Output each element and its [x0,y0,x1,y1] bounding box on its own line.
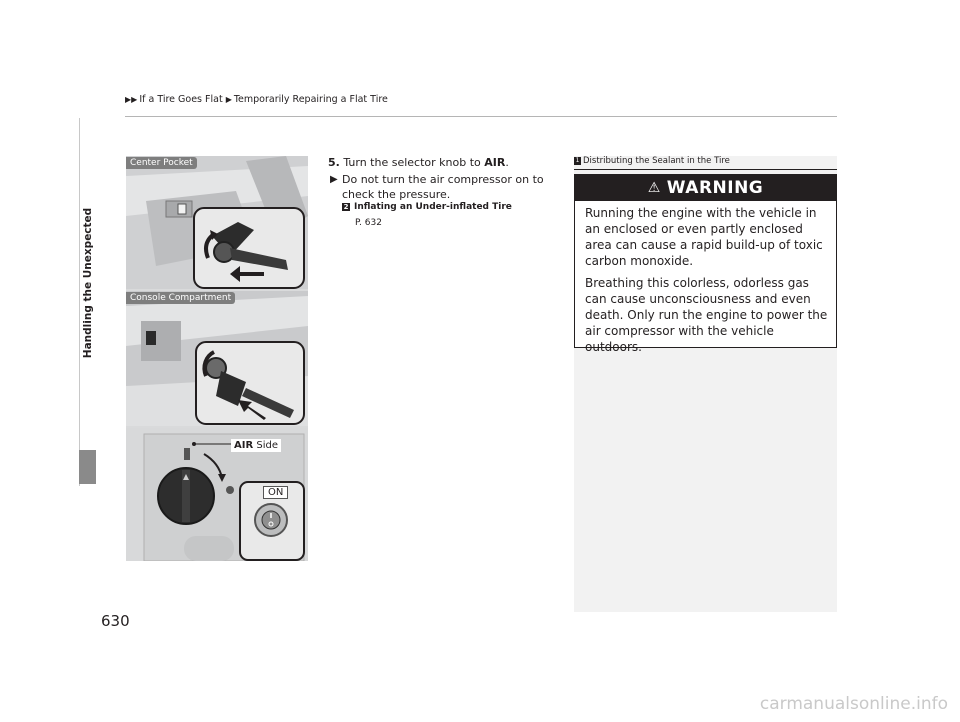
step-5 [328,156,509,169]
step-end: . [505,156,509,169]
cross-reference[interactable] [342,202,512,212]
watermark: carmanualsonline.info [759,694,948,714]
sidebar-divider [79,118,80,486]
step-number: 5. [328,156,340,169]
reference-page[interactable]: P. 632 [355,218,382,228]
warning-paragraph-1: Running the engine with the vehicle in an enclosed or even partly enclosed area can cause a rapid build-up of toxic carbon monoxide. [585,206,823,268]
breadcrumb-part1: If a Tire Goes Flat [139,94,223,105]
figure-label-air-side [231,439,281,452]
warning-header [575,175,836,201]
sidebar-section-label: Handling the Unexpected [82,207,94,359]
breadcrumb [125,94,388,105]
sidebar-section [81,118,95,448]
figure-label-on: ON [263,486,288,499]
warning-box [574,174,837,354]
air-label-rest: Side [253,440,278,451]
substep-arrow-icon: ▶ [330,174,338,185]
warning-paragraph-2: Breathing this colorless, odorless gas can cause unconsciousness and even death. Only run the engine to power the air compressor with the vehicle outdoors. [585,276,828,354]
procedure-figure [126,156,308,561]
breadcrumb-arrow-icon: ▶ [225,95,232,104]
substep-text: Do not turn the air compressor on to check the pressure. [342,173,544,201]
note-marker-icon: 1 [575,156,580,164]
figure-label-console: Console Compartment [126,292,235,304]
notes-panel-title: Distributing the Sealant in the Tire [583,156,730,166]
reference-title[interactable]: Inflating an Under-inflated Tire [354,202,512,212]
procedure-illustration [126,156,308,561]
warning-title: WARNING [666,178,764,198]
header-divider [125,116,837,117]
notes-panel-header [574,156,837,170]
step-substep [330,172,552,202]
breadcrumb-arrow-icon: ▶▶ [125,95,138,104]
step-text: Turn the selector knob to [343,156,485,169]
reference-icon: 2 [343,203,349,211]
air-label-bold: AIR [234,440,254,451]
figure-label-center-pocket: Center Pocket [126,157,197,169]
warning-triangle-icon: ⚠ [647,180,661,196]
notes-panel-divider [574,169,837,170]
breadcrumb-part2: Temporarily Repairing a Flat Tire [233,94,388,105]
step-bold: AIR [484,156,506,169]
sidebar-tab-marker [79,450,96,484]
page-number: 630 [101,612,130,630]
